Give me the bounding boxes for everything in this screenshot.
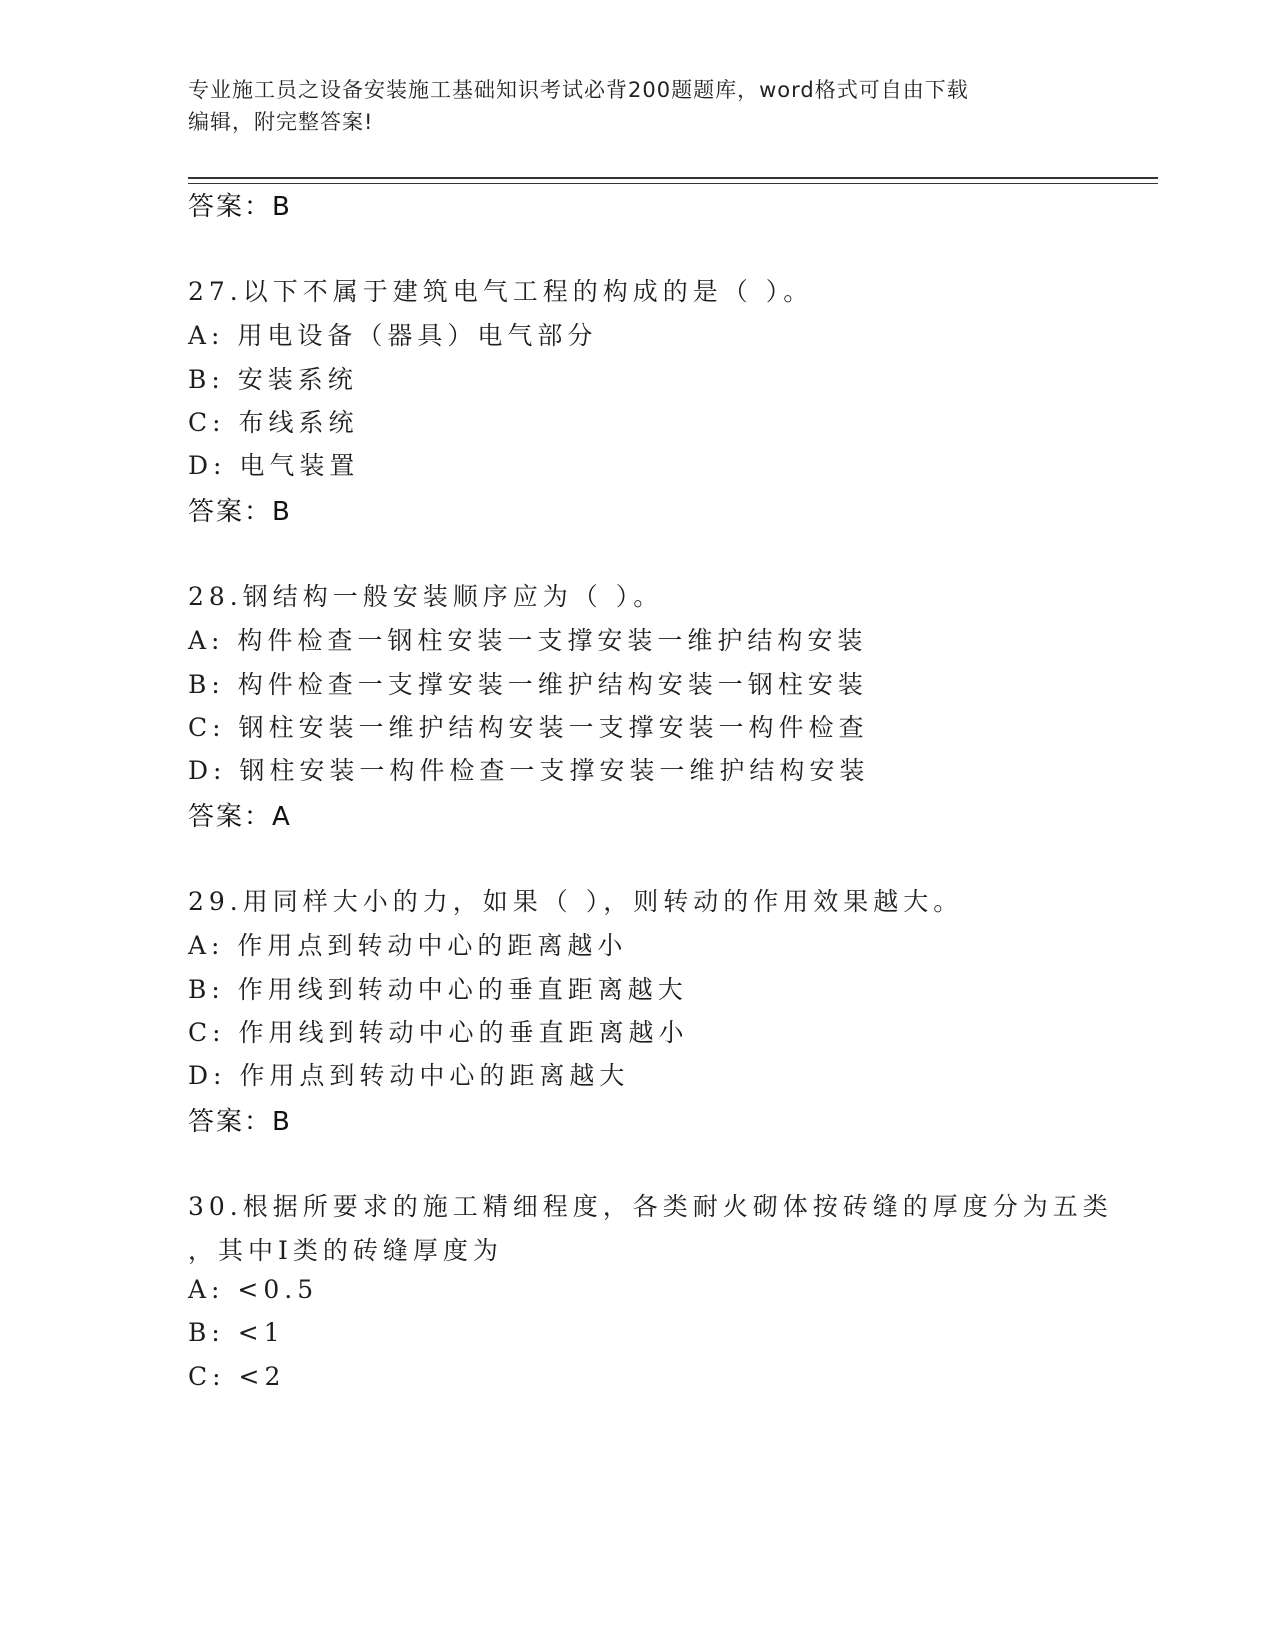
header-line-2: 编辑，附完整答案! [188, 110, 374, 134]
answer-26: 答案：B [188, 192, 292, 222]
question-28-stem: 28.钢结构一般安装顺序应为（ ）。 [188, 582, 664, 611]
question-30-stem: 30.根据所要求的施工精细程度，各类耐火砌体按砖缝的厚度分为五类 [188, 1192, 1113, 1221]
question-27-stem: 27.以下不属于建筑电气工程的构成的是（ ）。 [188, 277, 814, 306]
question-30-option-c: C: <2 [188, 1362, 286, 1391]
question-27-option-c: C: 布线系统 [188, 408, 359, 437]
header-line-1: 专业施工员之设备安装施工基础知识考试必背200题题库，word格式可自由下载 [188, 78, 969, 102]
question-28-option-d: D: 钢柱安装一构件检查一支撑安装一维护结构安装 [188, 756, 870, 785]
question-29-option-b: B: 作用线到转动中心的垂直距离越大 [188, 975, 688, 1004]
question-29-stem: 29.用同样大小的力，如果（ ），则转动的作用效果越大。 [188, 887, 964, 916]
question-28-option-a: A: 构件检查一钢柱安装一支撑安装一维护结构安装 [188, 626, 868, 655]
question-27-option-a: A: 用电设备（器具）电气部分 [188, 321, 598, 350]
document-header [188, 74, 1088, 138]
question-28-answer: 答案：A [188, 802, 292, 832]
question-30-option-a: A: <0.5 [188, 1275, 319, 1304]
question-28-option-b: B: 构件检查一支撑安装一维护结构安装一钢柱安装 [188, 670, 868, 699]
question-29-option-d: D: 作用点到转动中心的距离越大 [188, 1061, 630, 1090]
question-30-stem-continued: ，其中Ⅰ类的砖缝厚度为 [188, 1236, 503, 1265]
header-rule-thin [188, 183, 1158, 184]
question-28-option-c: C: 钢柱安装一维护结构安装一支撑安装一构件检查 [188, 713, 869, 742]
question-27-option-d: D: 电气装置 [188, 451, 360, 480]
header-rule-thick [188, 177, 1158, 179]
question-27-option-b: B: 安装系统 [188, 365, 358, 394]
question-29-option-c: C: 作用线到转动中心的垂直距离越小 [188, 1018, 689, 1047]
question-29-answer: 答案：B [188, 1107, 292, 1137]
question-29-option-a: A: 作用点到转动中心的距离越小 [188, 931, 628, 960]
question-30-option-b: B: <1 [188, 1318, 285, 1347]
question-27-answer: 答案：B [188, 497, 292, 527]
